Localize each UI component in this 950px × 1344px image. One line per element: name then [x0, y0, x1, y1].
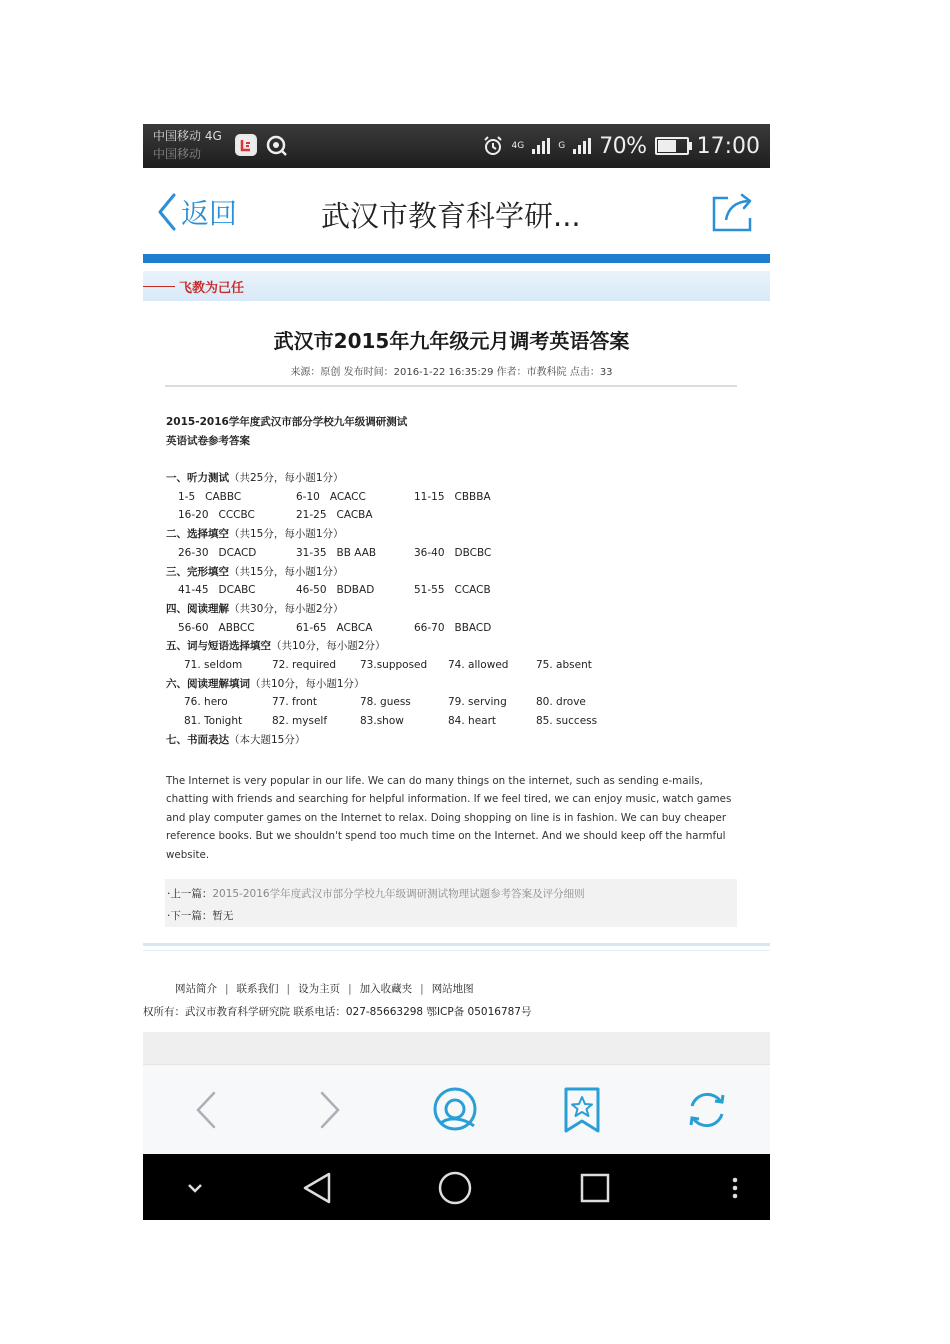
section-title: 二、选择填空	[166, 528, 229, 541]
network-type-2: G	[558, 140, 566, 151]
square-recents-icon	[579, 1172, 611, 1204]
section-note: （共10分，每小题2分）	[271, 640, 386, 653]
answer-cell: 79. serving	[448, 696, 507, 709]
answer-cell: 61-65 ACBCA	[296, 621, 373, 634]
answer-cell: 66-70 BBACD	[414, 621, 492, 634]
section-header	[166, 469, 741, 488]
answer-cell: 41-45 DCABC	[178, 584, 256, 597]
letv-icon	[235, 134, 257, 156]
battery-icon	[655, 137, 689, 155]
battery-fill	[658, 140, 676, 152]
nav-divider	[143, 254, 770, 263]
answer-cell: 85. success	[536, 715, 598, 728]
section-note: （共30分，每小题2分）	[229, 602, 344, 615]
answer-cell: 36-40 DBCBC	[414, 546, 492, 559]
answer-row	[166, 488, 741, 507]
answer-cell: 74. allowed	[448, 659, 509, 672]
footer-divider-2	[143, 950, 770, 951]
section-note: （共15分，每小题1分）	[229, 528, 344, 541]
answer-heading-2: 英语试卷参考答案	[166, 435, 250, 447]
answer-row	[166, 506, 741, 525]
next-label: ·下一篇：	[167, 910, 213, 922]
circle-home-icon	[437, 1170, 473, 1206]
footer-separator: |	[225, 983, 229, 995]
section-note: （共25分，每小题1分）	[229, 472, 344, 484]
share-button[interactable]	[710, 192, 756, 238]
clock: 17:00	[696, 133, 760, 159]
banner-line	[143, 286, 175, 287]
more-vert-icon	[731, 1176, 739, 1200]
bookmark-button[interactable]	[557, 1085, 607, 1135]
page-title: 武汉市教育科学研...	[321, 199, 581, 233]
footer-link[interactable]: 加入收藏夹	[359, 983, 413, 995]
answer-row	[166, 581, 741, 600]
refresh-button[interactable]	[682, 1085, 732, 1135]
answer-sections	[166, 469, 741, 750]
footer-link[interactable]: 联系我们	[236, 983, 279, 995]
triangle-back-icon	[301, 1171, 333, 1205]
section-header	[166, 637, 741, 656]
next-article-link[interactable]	[167, 908, 233, 923]
browser-icon	[265, 134, 287, 156]
signal-icon	[532, 138, 550, 154]
phone-screen	[143, 124, 770, 1220]
chevron-down-icon	[186, 1182, 204, 1194]
site-banner	[143, 271, 770, 301]
section-header	[166, 600, 741, 619]
answer-cell: 81. Tonight	[184, 715, 243, 728]
forward-arrow-icon	[318, 1090, 342, 1130]
home-icon	[430, 1086, 480, 1134]
answer-cell: 72. required	[272, 659, 337, 672]
footer-link[interactable]: 网站地图	[431, 983, 474, 995]
status-right	[482, 132, 761, 160]
answer-cell: 56-60 ABBCC	[178, 621, 255, 634]
system-home-button[interactable]	[437, 1170, 473, 1206]
carrier-info	[153, 127, 222, 163]
section-title: 六、阅读理解填词	[166, 677, 250, 690]
answer-cell: 83.show	[360, 715, 404, 728]
app-nav-bar	[143, 168, 770, 254]
carrier-primary: 中国移动 4G	[153, 129, 222, 143]
answer-cell: 78. guess	[360, 696, 411, 709]
section-header	[166, 731, 741, 750]
section-title: 五、词与短语选择填空	[166, 640, 271, 653]
system-menu-button[interactable]	[717, 1170, 753, 1206]
back-button[interactable]	[157, 192, 237, 232]
section-note: （共15分，每小题1分）	[229, 565, 344, 578]
alarm-icon	[482, 135, 504, 157]
section-header	[166, 675, 741, 694]
status-bar	[143, 124, 770, 168]
answer-cell: 46-50 BDBAD	[296, 584, 375, 597]
answer-heading-1: 2015-2016学年度武汉市部分学校九年级调研测试	[166, 416, 408, 428]
section-title: 七、书面表达	[166, 733, 229, 746]
footer-separator: |	[420, 983, 424, 995]
footer-link[interactable]: 设为主页	[298, 983, 341, 995]
browser-home-button[interactable]	[430, 1085, 480, 1135]
answer-cell: 31-35 BB AAB	[296, 546, 377, 559]
browser-back-button[interactable]	[181, 1085, 231, 1135]
footer-divider	[143, 943, 770, 946]
answer-cell: 84. heart	[448, 715, 497, 728]
prev-article-link[interactable]	[167, 886, 585, 901]
footer-separator: |	[348, 983, 352, 995]
essay-text: The Internet is very popular in our life. We can do many things on the internet, such as sending e-mails, chatting with friends and searching for helpful information. If we feel tired, we can enjoy music, watch games and play computer games on the Internet to relax. Doing shopping on line is in fashion. We can buy cheaper reference books. But we shouldn't spend too much time on the Internet. And we should keep off the harmful website.	[166, 774, 732, 861]
signal-icon-2	[573, 138, 591, 154]
article-title: 武汉市2015年九年级元月调考英语答案	[273, 329, 630, 353]
system-recents-button[interactable]	[577, 1170, 613, 1206]
section-header	[166, 525, 741, 544]
back-label: 返回	[181, 197, 238, 230]
footer-separator: |	[286, 983, 291, 995]
chevron-left-icon	[157, 193, 177, 231]
system-nav-bar	[143, 1154, 770, 1220]
web-content[interactable]	[143, 263, 770, 1094]
next-title: 暂无	[212, 910, 234, 922]
back-arrow-icon	[194, 1090, 218, 1130]
bookmark-star-icon	[562, 1086, 602, 1134]
battery-percent: 70%	[599, 133, 647, 159]
footer-link[interactable]: 网站简介	[175, 983, 217, 995]
answer-cell: 6-10 ACACC	[296, 490, 366, 503]
site-slogan: 飞教为己任	[179, 281, 245, 296]
answer-row	[166, 712, 741, 731]
answer-cell: 80. drove	[536, 696, 586, 709]
copyright: 权所有：武汉市教育科学研究院 联系电话：027-85663298 鄂ICP备 05016787号	[143, 1006, 532, 1018]
refresh-icon	[685, 1088, 729, 1132]
answer-row	[166, 656, 741, 675]
section-note: （本大题15分）	[229, 733, 306, 746]
answer-cell: 76. hero	[184, 696, 228, 709]
browser-toolbar	[143, 1064, 770, 1155]
section-title: 四、阅读理解	[166, 602, 229, 615]
hide-nav-button[interactable]	[177, 1170, 213, 1206]
carrier-secondary: 中国移动	[153, 147, 202, 161]
answer-row	[166, 619, 741, 638]
answer-cell: 82. myself	[272, 715, 328, 728]
answer-cell: 73.supposed	[360, 659, 428, 672]
answer-cell: 26-30 DCACD	[178, 546, 257, 559]
share-icon	[710, 192, 756, 234]
meta-divider	[165, 385, 737, 387]
answer-cell: 77. front	[272, 696, 318, 709]
answer-cell: 71. seldom	[184, 659, 243, 672]
answer-cell: 51-55 CCACB	[414, 584, 491, 597]
answer-row	[166, 693, 741, 712]
answer-cell: 1-5 CABBC	[178, 490, 242, 503]
network-type-1: 4G	[511, 140, 525, 151]
section-header	[166, 563, 741, 582]
answer-cell: 21-25 CACBA	[296, 509, 373, 522]
article-meta: 来源：原创 发布时间：2016-1-22 16:35:29 作者：市教科院 点击：33	[290, 367, 613, 378]
prev-label: ·上一篇：	[167, 888, 213, 900]
footer-links	[175, 981, 474, 996]
answer-cell: 16-20 CCCBC	[178, 509, 255, 522]
section-note: （共10分，每小题1分）	[250, 677, 365, 690]
answer-cell: 11-15 CBBBA	[414, 490, 491, 503]
answer-row	[166, 544, 741, 563]
prev-next-box	[165, 879, 737, 927]
article-body	[166, 413, 741, 865]
section-title: 一、听力测试	[166, 472, 229, 484]
section-title: 三、完形填空	[166, 565, 229, 578]
browser-forward-button[interactable]	[305, 1085, 355, 1135]
prev-title: 2015-2016学年度武汉市部分学校九年级调研测试物理试题参考答案及评分细则	[212, 888, 585, 900]
answer-cell: 75. absent	[536, 659, 592, 672]
system-back-button[interactable]	[299, 1170, 335, 1206]
